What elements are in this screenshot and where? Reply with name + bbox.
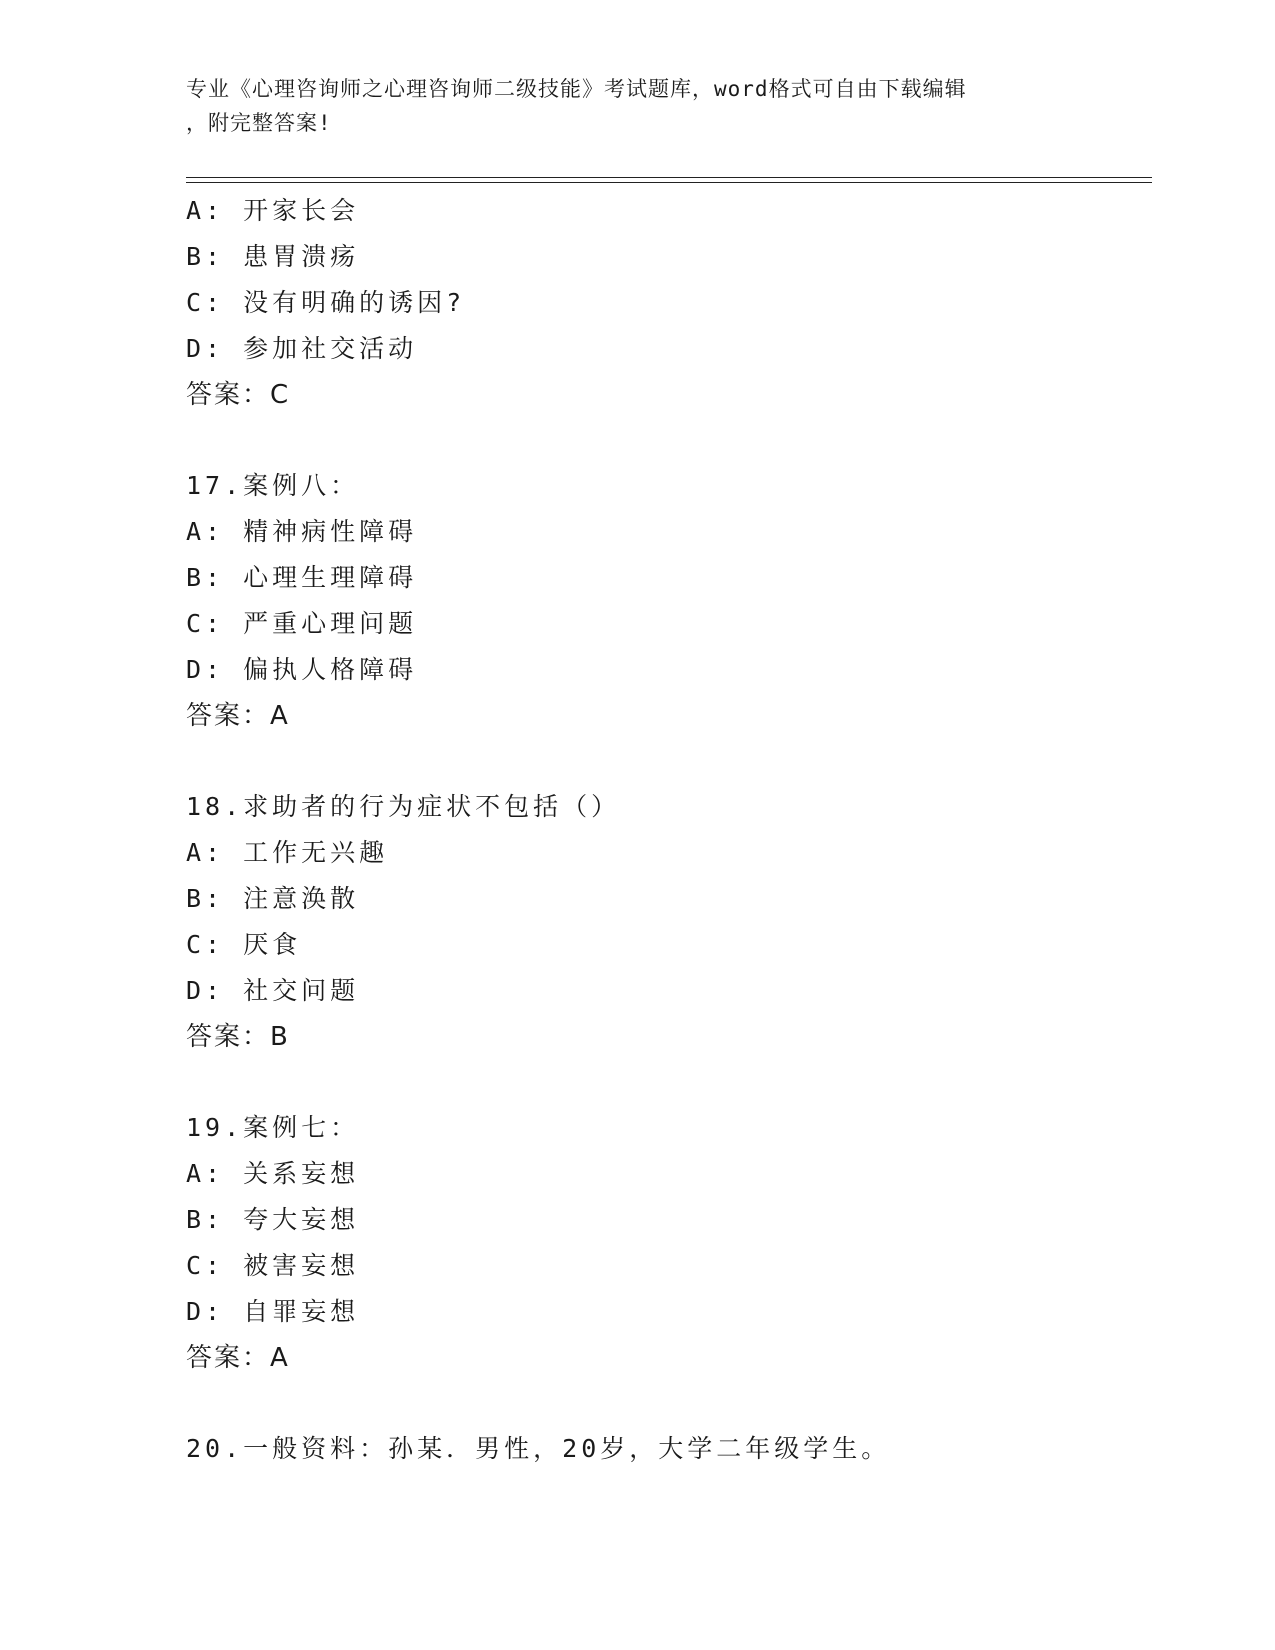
option-d: D: 偏执人格障碍 (186, 655, 418, 684)
header-divider-top (186, 177, 1152, 178)
header-divider-bottom (186, 182, 1152, 183)
block-spacer (186, 418, 1146, 463)
option-a: A: 精神病性障碍 (186, 517, 418, 546)
option-b: B: 患胃溃疡 (186, 242, 360, 271)
question-block (186, 1426, 1146, 1472)
option-b: B: 夸大妄想 (186, 1205, 360, 1234)
option-a: A: 关系妄想 (186, 1159, 360, 1188)
option-d: D: 社交问题 (186, 976, 360, 1005)
block-spacer (186, 739, 1146, 784)
question-block (186, 1105, 1146, 1381)
option-d: D: 参加社交活动 (186, 334, 418, 363)
option-a: A: 工作无兴趣 (186, 838, 389, 867)
option-c: C: 严重心理问题 (186, 609, 418, 638)
question-block (186, 188, 1146, 418)
option-b: B: 心理生理障碍 (186, 563, 418, 592)
answer-line: 答案：C (186, 380, 291, 410)
question-text: 19.案例七： (186, 1113, 360, 1142)
option-c: C: 厌食 (186, 930, 302, 959)
option-c: C: 被害妄想 (186, 1251, 360, 1280)
question-text: 18.求助者的行为症状不包括（） (186, 792, 621, 821)
header-line-2: ，附完整答案! (186, 111, 332, 135)
question-block (186, 784, 1146, 1060)
question-text: 20.一般资料：孙某．男性，20岁，大学二年级学生。 (186, 1434, 891, 1463)
option-c: C: 没有明确的诱因? (186, 288, 466, 317)
answer-line: 答案：A (186, 1343, 290, 1373)
option-b: B: 注意涣散 (186, 884, 360, 913)
block-spacer (186, 1381, 1146, 1426)
document-header (186, 72, 1086, 140)
answer-line: 答案：B (186, 1022, 290, 1052)
option-d: D: 自罪妄想 (186, 1297, 360, 1326)
option-a: A: 开家长会 (186, 196, 360, 225)
question-list (186, 188, 1146, 1472)
question-text: 17.案例八： (186, 471, 360, 500)
question-block (186, 463, 1146, 739)
answer-line: 答案：A (186, 701, 290, 731)
block-spacer (186, 1060, 1146, 1105)
header-line-1: 专业《心理咨询师之心理咨询师二级技能》考试题库，word格式可自由下载编辑 (186, 77, 967, 101)
